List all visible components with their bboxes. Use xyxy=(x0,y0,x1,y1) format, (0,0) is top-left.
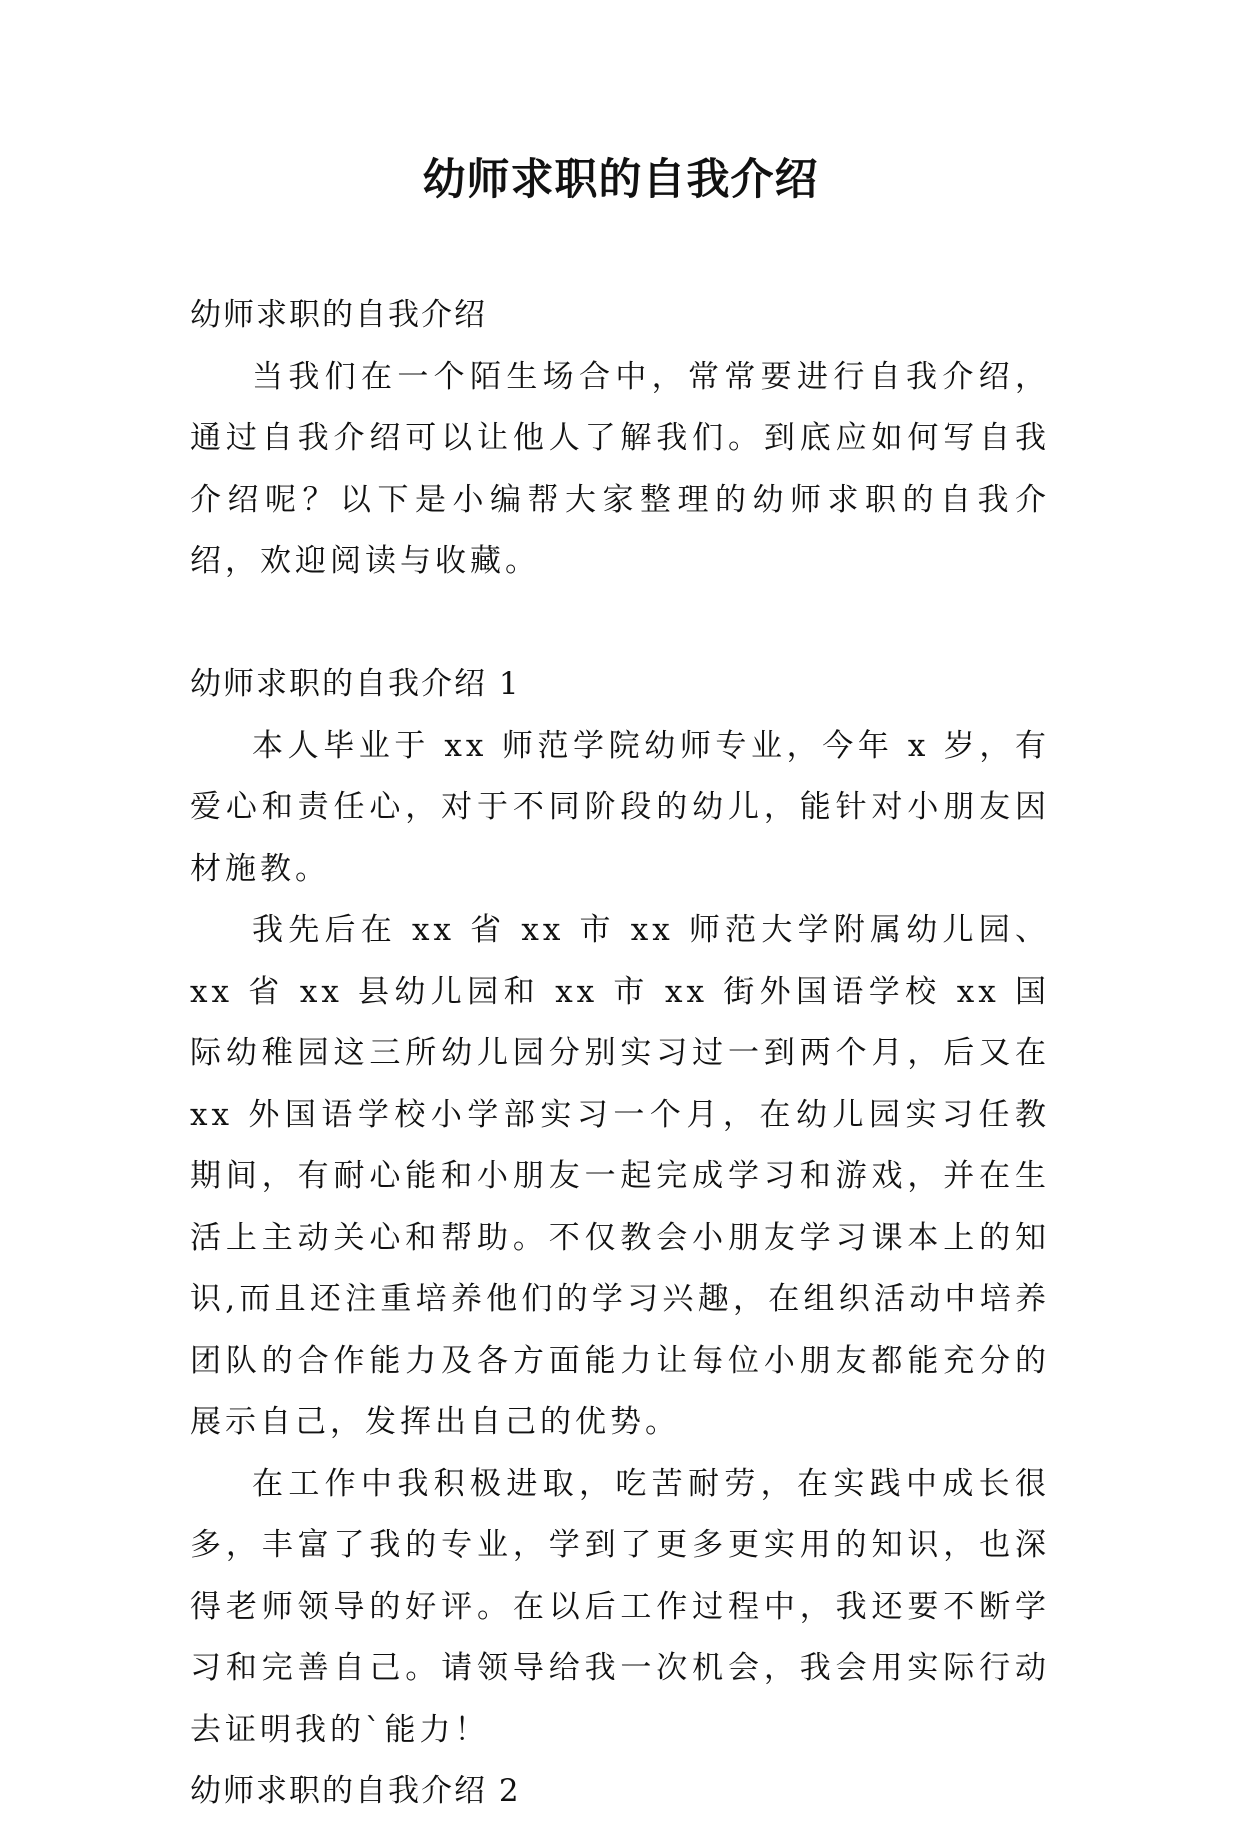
intro-heading: 幼师求职的自我介绍 xyxy=(190,297,487,333)
section1-heading: 幼师求职的自我介绍 1 xyxy=(190,666,521,702)
intro-paragraph: 当我们在一个陌生场合中，常常要进行自我介绍，通过自我介绍可以让他人了解我们。到底应如何写自我介绍呢？以下是小编帮大家整理的幼师求职的自我介绍，欢迎阅读与收藏。 xyxy=(190,358,1050,579)
section1-paragraph-2: 我先后在 xx 省 xx 市 xx 师范大学附属幼儿园、xx 省 xx 县幼儿园和 xx 市 xx 街外国语学校 xx 国际幼稚园这三所幼儿园分别实习过一到两个月，后又在 xx 外国语学校小学部实习一个月，在幼儿园实习任教期间，有耐心能和小朋友一起完成学习和游戏，并在生活上主动关心和帮助。不仅教会小朋友学习课本上的知识,而且还注重培养他们的学习兴趣，在组织活动中培养团队的合作能力及各方面能力让每位小朋友都能充分的展示自己，发挥出自己的优势。 xyxy=(190,912,1050,1440)
document-title: 幼师求职的自我介绍 xyxy=(422,155,819,205)
section1-paragraph-3: 在工作中我积极进取，吃苦耐劳，在实践中成长很多，丰富了我的专业，学到了更多更实用的知识，也深得老师领导的好评。在以后工作过程中，我还要不断学习和完善自己。请领导给我一次机会，我会用实际行动去证明我的`能力！ xyxy=(190,1465,1050,1748)
document-body xyxy=(190,285,1050,1823)
section2-heading: 幼师求职的自我介绍 2 xyxy=(190,1773,521,1809)
section1-paragraph-1: 本人毕业于 xx 师范学院幼师专业，今年 x 岁，有爱心和责任心，对于不同阶段的幼儿，能针对小朋友因材施教。 xyxy=(190,727,1050,887)
section-spacer xyxy=(190,593,1050,655)
